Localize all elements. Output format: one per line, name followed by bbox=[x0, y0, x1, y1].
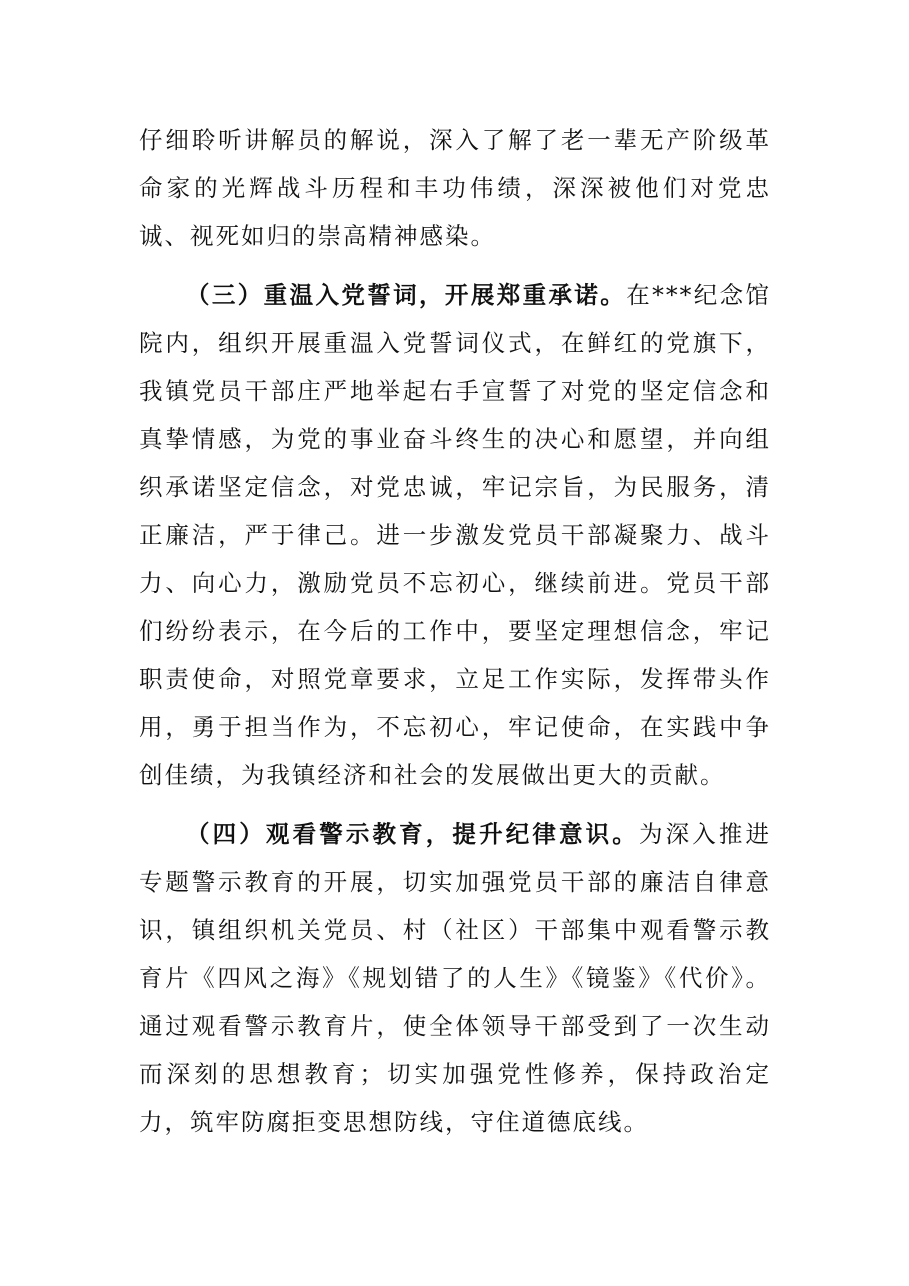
paragraph-text: 为深入推进专题警示教育的开展，切实加强党员干部的廉洁自律意识，镇组织机关党员、村（社区）干部集中观看警示教育片《四风之海》《规划错了的人生》《镜鉴》《代价》。通过观看警示教育片，使全体领导干部受到了一次生动而深刻的思想教育；切实加强党性修养，保持政治定力，筑牢防腐拒变思想防线，守住道德底线。 bbox=[139, 820, 772, 1136]
paragraph-text: 仔细聆听讲解员的解说，深入了解了老一辈无产阶级革命家的光辉战斗历程和丰功伟绩，深深被他们对党忠诚、视死如归的崇高精神感染。 bbox=[139, 126, 771, 250]
section-heading: （四）观看警示教育，提升纪律意识。 bbox=[186, 820, 639, 848]
paragraph-continuation bbox=[139, 116, 771, 260]
paragraph-section-four bbox=[139, 810, 771, 1146]
paragraph-text: 在***纪念馆院内，组织开展重温入党誓词仪式，在鲜红的党旗下，我镇党员干部庄严地举起右手宣誓了对党的坚定信念和真挚情感，为党的事业奋斗终生的决心和愿望，并向组织承诺坚定信念，对党忠诚，牢记宗旨，为民服务，清正廉洁，严于律己。进一步激发党员干部凝聚力、战斗力、向心力，激励党员不忘初心，继续前进。党员干部们纷纷表示，在今后的工作中，要坚定理想信念，牢记职责使命，对照党章要求，立足工作实际，发挥带头作用，勇于担当作为，不忘初心，牢记使命，在实践中争创佳绩，为我镇经济和社会的发展做出更大的贡献。 bbox=[139, 281, 772, 789]
document-body bbox=[139, 116, 771, 1157]
paragraph-section-three bbox=[139, 271, 771, 799]
section-heading: （三）重温入党誓词，开展郑重承诺。 bbox=[186, 281, 627, 309]
